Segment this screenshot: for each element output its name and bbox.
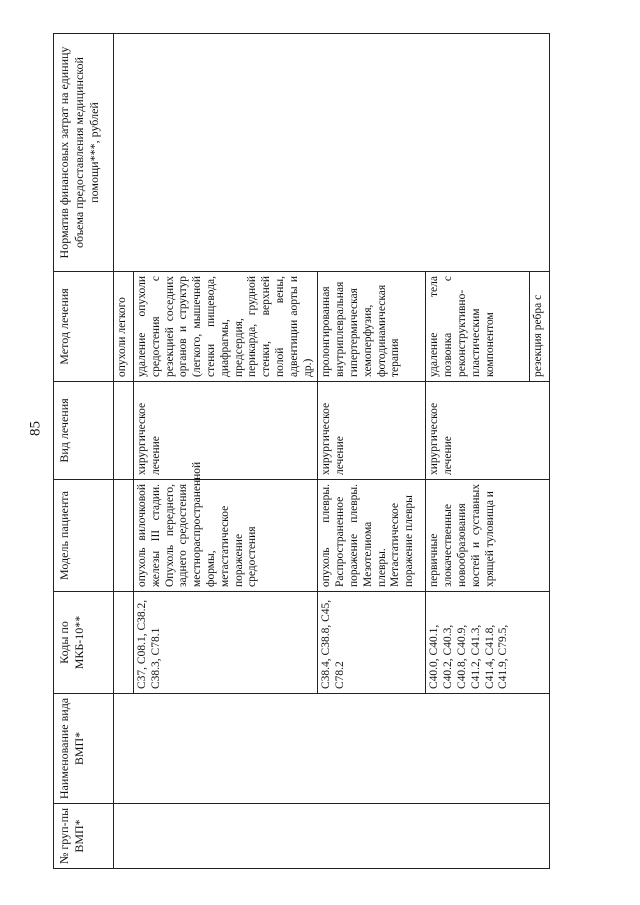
cell-norm <box>114 34 550 272</box>
header-treatment-type: Вид лечения <box>54 382 114 480</box>
cell-method: удаление опухоли средостения с резекцией соседних органов и структур (легкого, мышечной стенки пищевода, диафрагмы, предсердия, перикарда, грудной стенки, верхней полой вены, адвентиции аорты и др.) <box>134 272 318 382</box>
cell-method-extra: резекция ребра с <box>530 272 550 382</box>
header-patient-model: Модель пациента <box>54 480 114 592</box>
cell-method: удаление тела позвонка с реконструктивно-пластическим компонентом <box>426 272 530 382</box>
cell-model: опухоль плевры. Распространенное поражение плевры. Мезотелиома плевры. Метастатическое поражение плевры <box>318 480 426 592</box>
cell-type: хирургическое лечение <box>134 382 318 480</box>
header-row <box>54 34 114 869</box>
cell-type-cont <box>114 382 134 480</box>
header-group-no: № груп-пы ВМП* <box>54 804 114 869</box>
cell-codes: C37, C08.1, C38.2, C38.3, C78.1 <box>134 592 318 694</box>
cell-method: пролонгированная внутриплевральная гипертермическая хемоперфузия, фотодинамическая терапия <box>318 272 426 382</box>
cell-type: хирургическое лечение <box>426 382 550 480</box>
cell-type: хирургическое лечение <box>318 382 426 480</box>
cell-codes-cont <box>114 592 134 694</box>
page-number: 85 <box>27 421 44 436</box>
cell-group-no <box>114 804 550 869</box>
continuation-row <box>114 34 134 869</box>
cell-method-cont: опухоли легкого <box>114 272 134 382</box>
cell-vmp-name <box>114 694 550 804</box>
header-icd-codes: Коды по МКБ-10** <box>54 592 114 694</box>
vmp-table <box>53 33 550 869</box>
rotated-table-wrapper <box>53 34 550 869</box>
cell-model: первичные злокачественные новообразования костей и суставных хрящей туловища и <box>426 480 550 592</box>
cell-codes: C38.4, C38.8, C45, C78.2 <box>318 592 426 694</box>
header-norm: Норматив финансовых затрат на единицу объема предоставления медицинской помощи***, рублей <box>54 34 114 272</box>
header-treatment-method: Метод лечения <box>54 272 114 382</box>
cell-codes: C40.0, C40.1, C40.2, C40.3, C40.8, C40.9, C41.2, C41.3, C41.4, C41.8, C41.9, C79.5, <box>426 592 550 694</box>
cell-model: опухоль вилочковой железы III стадии. Опухоль переднего, заднего средостения местнораспространенной формы, метастатическое поражение средостения <box>134 480 318 592</box>
header-vmp-name: Наименование вида ВМП* <box>54 694 114 804</box>
cell-model-cont <box>114 480 134 592</box>
